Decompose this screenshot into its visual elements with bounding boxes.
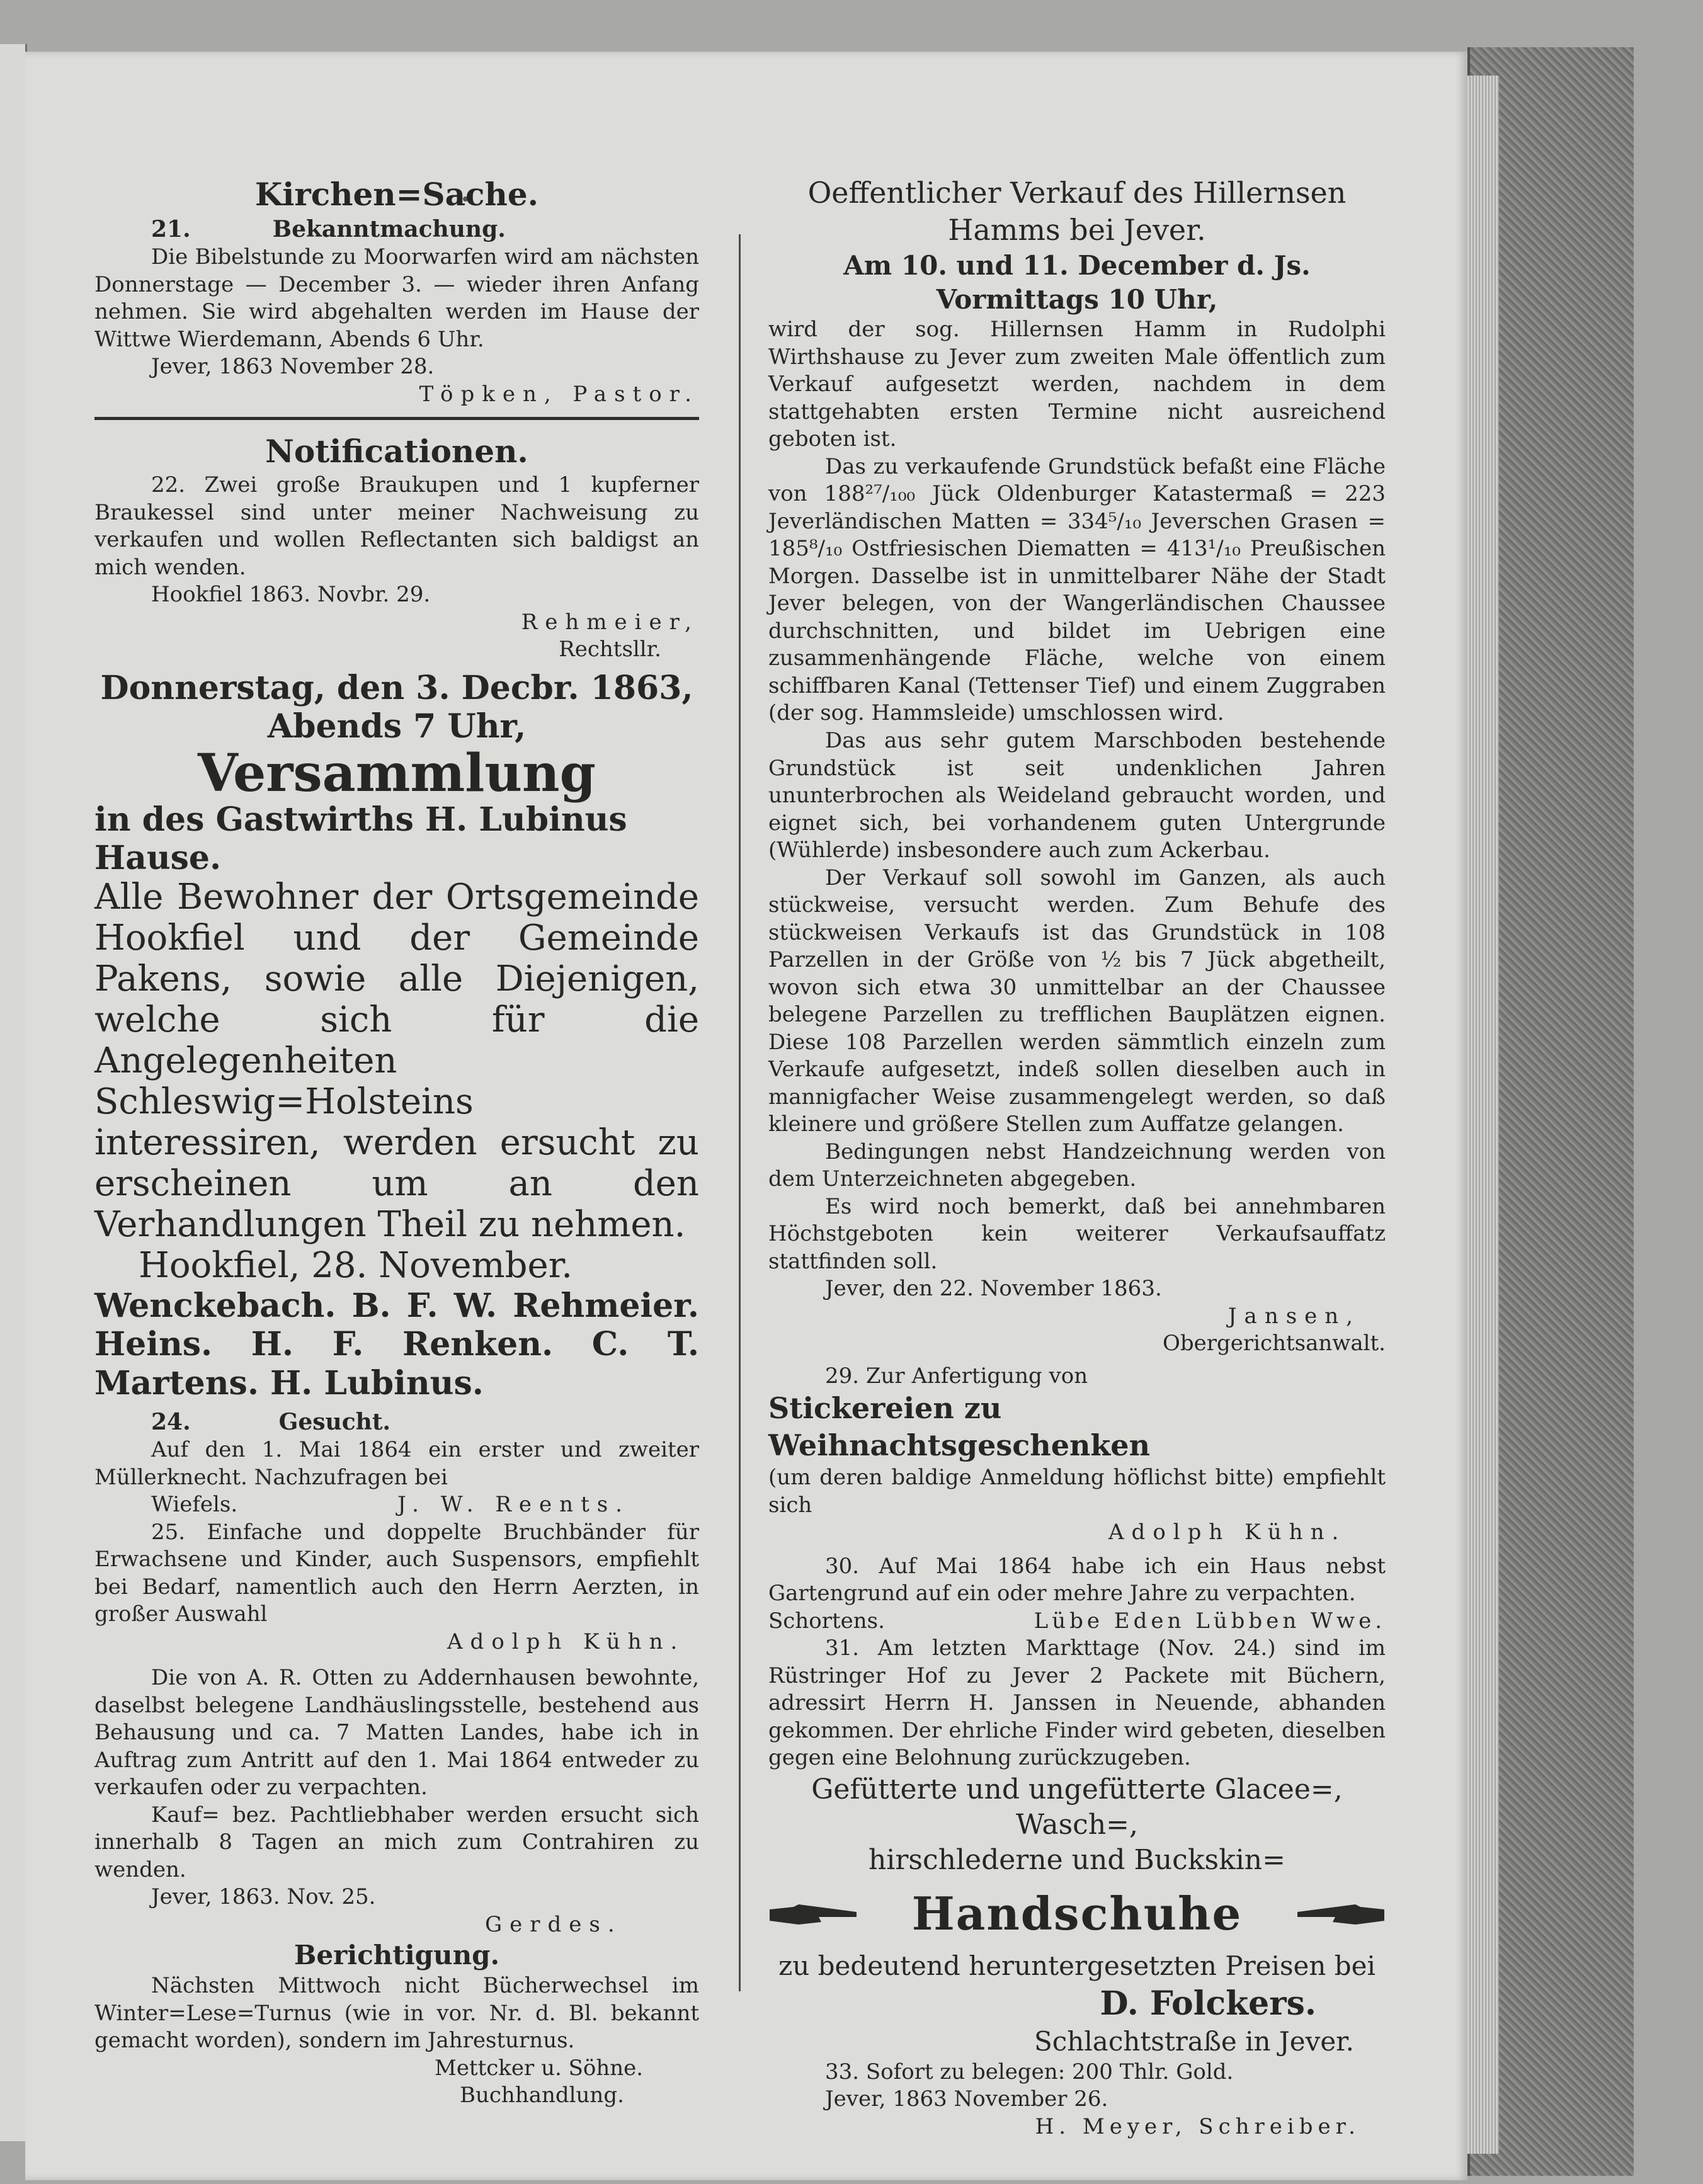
notice-title: Bekanntmachung. [272,216,506,242]
notice-title: Gesucht. [278,1408,390,1435]
notice-24-signature: J. W. Reents. [397,1492,630,1518]
notice-25-signature: Adolph Kühn. [447,1629,685,1654]
notice-25-body: 25. Einfache und doppelte Bruchbänder für Erwachsene und Kinder, auch Suspensors, empfiehlt bei Bedarf, namentlich auch den Herrn Aerzten, in großer Auswahl [94,1519,699,1627]
column-divider [739,234,741,1991]
sale-signature-title: Obergerichtsanwalt. [1163,1331,1386,1356]
otten-notice-date: Jever, 1863. Nov. 25. [151,1884,376,1910]
section-title-notificationen: Notificationen. [265,433,528,470]
left-column [94,174,699,2110]
sale-title-2: Hamms bei Jever. [948,212,1206,247]
notice-33-signature: H. Meyer, Schreiber. [1035,2113,1360,2139]
sale-title-1: Oeffentlicher Verkauf des Hillernsen [807,176,1347,210]
meeting-body: Alle Bewohner der Ortsgemeinde Hookfiel und der Gemeinde Pakens, sowie alle Diejenigen, welche sich für die Angelegenheiten Schleswig=Holsteins interessiren, werden ersucht zu erscheinen um an den Verhandlungen Theil zu nehmen. [94,877,699,1245]
meeting-location: in des Gastwirths H. Lubinus Hause. [94,800,627,877]
gloves-address: Schlachtstraße in Jever. [1034,2026,1354,2057]
notice-24-place: Wiefels. [151,1492,238,1518]
notice-29-heading: Stickereien zu Weihnachtsgeschenken [768,1391,1151,1463]
gloves-merchant: D. Folckers. [1100,1984,1316,2023]
sale-signature: Jansen, [1227,1303,1360,1329]
notice-30-body: 30. Auf Mai 1864 habe ich ein Haus nebst Gartengrund auf ein oder mehre Jahre zu verpachten. [768,1553,1386,1607]
notice-29-intro: 29. Zur Anfertigung von [825,1363,1088,1389]
correction-title: Berichtigung. [293,1940,500,1971]
notice-21-heading [94,215,699,244]
meeting-date-place: Hookfiel, 28. November. [139,1244,573,1286]
correction-signature: Mettcker u. Söhne. [435,2055,644,2081]
notice-22-date: Hookfiel 1863. Novbr. 29. [151,582,431,608]
sale-title-3: Am 10. und 11. December d. Js. [843,249,1311,281]
notice-24-body: Auf den 1. Mai 1864 ein erster und zweiter Müllerknecht. Nachzufragen bei [94,1437,699,1490]
notice-29-signature: Adolph Kühn. [1108,1520,1347,1545]
notice-number: 21. [151,216,191,242]
notice-29-body: (um deren baldige Anmeldung höflichst bitte) empfiehlt sich [768,1465,1386,1518]
notice-21-body: Die Bibelstunde zu Moorwarfen wird am nächsten Donnerstage — December 3. — wieder ihren Anfang nehmen. Sie wird abgehalten werden im Hause der Wittwe Wierdemann, Abends 6 Uhr. [94,244,699,352]
correction-signature-2: Buchhandlung. [460,2083,624,2108]
otten-notice-body: Die von A. R. Otten zu Addernhausen bewohnte, daselbst belegene Landhäuslingsstelle, bestehend aus Behausung und ca. 7 Matten Landes, habe ich in Auftrag zum Antritt auf den 1. Mai 1864 entweder zu verkaufen oder zu verpachten. [94,1665,699,1800]
notice-33-body: 33. Sofort zu belegen: 200 Thlr. Gold. [825,2059,1234,2084]
notice-21-date: Jever, 1863 November 28. [151,354,435,380]
meeting-time: Abends 7 Uhr, [267,707,527,746]
otten-notice-body-2: Kauf= bez. Pachtliebhaber werden ersucht sich innerhalb 8 Tagen an mich zum Contrahiren zu wenden. [94,1802,699,1882]
sale-paragraph-3: Das aus sehr gutem Marschboden bestehende Grundstück ist seit undenklichen Jahren ununterbrochen als Weideland gebraucht worden, und eignet sich, bei vorhandenem guten Untergrunde (Wühlerde) insbesondere auch zum Ackerbau. [768,727,1386,863]
notice-31-body: 31. Am letzten Markttage (Nov. 24.) sind im Rüstringer Hof zu Jever 2 Packete mit Büchern, adressirt Herrn H. Janssen in Neuende, abhanden gekommen. Der ehrliche Finder wird gebeten, dieselben gegen eine Belohnung zurückzugeben. [768,1635,1386,1771]
gloves-title: Handschuhe [911,1886,1243,1940]
otten-notice-signature: Gerdes. [485,1911,622,1937]
newspaper-page [25,52,1467,2180]
notice-30-signature: Lübe Eden Lübben Wwe. [1034,1608,1386,1634]
notice-33-date: Jever, 1863 November 26. [825,2086,1108,2112]
right-column [768,174,1386,2141]
sale-title-4: Vormittags 10 Uhr, [936,283,1218,315]
pointing-hand-right-icon [768,1898,863,1930]
pointing-hand-left-icon [1291,1898,1386,1930]
meeting-signatories: Wenckebach. B. F. W. Rehmeier. Heins. H. F. Renken. C. T. Martens. H. Lubinus. [94,1286,699,1402]
notice-22-body: 22. Zwei große Braukupen und 1 kupferner Braukessel sind unter meiner Nachweisung zu verkaufen und wollen Reflectanten sich baldigst an mich wenden. [94,472,699,580]
notice-30-sign-row [768,1608,1386,1635]
gloves-line-1: Gefütterte und ungefütterte Glacee=, Wasch=, [811,1773,1343,1841]
notice-21-signature: Töpken, Pastor. [419,381,699,407]
notice-30-place: Schortens. [768,1608,885,1634]
sale-paragraph-5: Bedingungen nebst Handzeichnung werden von dem Unterzeichneten abgegeben. [768,1139,1386,1192]
sale-paragraph-4: Der Verkauf soll sowohl im Ganzen, als auch stückweise, versucht werden. Zum Behufe des stückweisen Verkaufs ist das Grundstück in 108 Parzellen in der Größe von ½ bis 7 Jück abgetheilt, wovon sich etwa 30 unmittelbar an der Chaussee belegene Parzellen zu trefflichen Bauplätzen eignen. Diese 108 Parzellen werden sämmtlich einzeln zum Verkaufe aufgesetzt, indeß sollen dieselben auch in mannigfacher Weise zusammengelegt werden, so daß kleinere und größere Stellen zum Auffatze gelangen. [768,865,1386,1137]
section-rule [94,417,699,420]
left-page-edge [0,44,27,2141]
gloves-line-2: hirschlederne und Buckskin= [868,1844,1286,1877]
meeting-title: Versammlung [197,742,596,804]
section-title-kirchen: Kirchen=Sache. [254,176,539,213]
notice-22-signature-title: Rechtsllr. [559,637,661,663]
sale-paragraph-1: wird der sog. Hillernsen Hamm in Rudolphi Wirthshause zu Jever zum zweiten Male öffentlich zum Verkauf aufgesetzt werden, nachdem in dem stattgehabten ersten Termine nicht ausreichend geboten ist. [768,317,1386,452]
meeting-date: Donnerstag, den 3. Decbr. 1863, [100,668,693,707]
notice-number: 24. [151,1408,191,1435]
sale-paragraph-6: Es wird noch bemerkt, daß bei annehmbaren Höchstgeboten kein weiterer Verkaufsauffatz stattfinden soll. [768,1193,1386,1274]
correction-body: Nächsten Mittwoch nicht Bücherwechsel im Winter=Lese=Turnus (wie in vor. Nr. d. Bl. bekannt gemacht worden), sondern im Jahresturnus. [94,1973,699,2054]
sale-date: Jever, den 22. November 1863. [825,1276,1162,1302]
notice-22-signature: Rehmeier, [521,609,699,635]
sale-paragraph-2: Das zu verkaufende Grundstück befaßt eine Fläche von 188²⁷/₁₀₀ Jück Oldenburger Katastermaß = 223 Jeverländischen Matten = 334⁵/₁₀ Jeverschen Grasen = 185⁸/₁₀ Ostfriesischen Diematten = 413¹/₁₀ Preußischen Morgen. Dasselbe ist in unmittelbarer Nähe der Stadt Jever belegen, von der Wangerländischen Chaussee durchschnitten, und bildet im Uebrigen eine zusammenhängende Fläche, welche von einem schiffbaren Kanal (Tettenser Tief) und einem Zuggraben (der sog. Hammsleide) umschlossen wird. [768,453,1386,726]
gloves-banner [768,1885,1386,1943]
gloves-line-4: zu bedeutend heruntergesetzten Preisen bei [778,1950,1376,1981]
notice-24-heading [94,1408,699,1436]
notice-24-sign-row [94,1491,699,1519]
